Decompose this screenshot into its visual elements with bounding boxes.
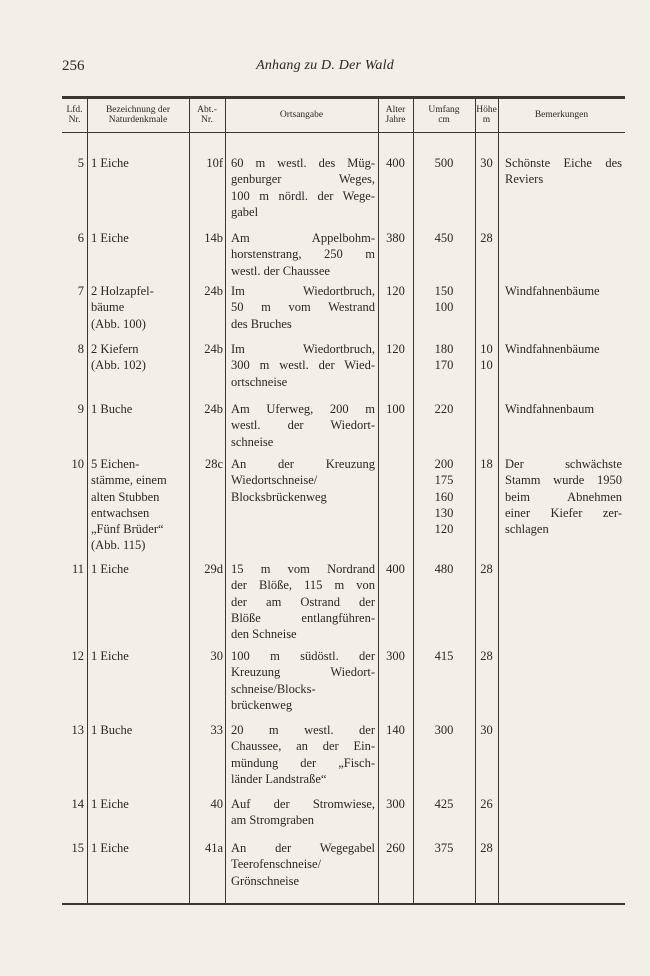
cell-nr: [63, 341, 84, 357]
cell-line: mündung der „Fisch-: [231, 755, 375, 770]
cell-line: 450: [434, 231, 454, 245]
cell-bez: [91, 401, 186, 417]
cell-line: bäume: [91, 300, 125, 315]
cell-hoehe: [476, 341, 497, 374]
cell-umfang: [414, 456, 474, 537]
cell-line: 26: [480, 797, 493, 811]
header-text: [476, 105, 497, 126]
column-rule: [498, 96, 499, 904]
cell-hoehe: [476, 796, 497, 812]
cell-bez: [91, 230, 186, 246]
cell-text: 6: [77, 231, 84, 245]
cell-text: 40: [210, 797, 223, 811]
cell-bez: [91, 840, 186, 856]
cell-text: 24b: [204, 284, 223, 298]
cell-bez: [91, 456, 186, 554]
cell-line: 220: [434, 402, 454, 416]
cell-bez: [91, 722, 186, 738]
header-text: [535, 110, 588, 121]
cell-ort: [231, 155, 375, 220]
cell-text: 100: [386, 402, 405, 416]
cell-alter: [379, 796, 412, 812]
cell-line: Schönste Eiche des: [505, 156, 622, 170]
cell-text: 260: [386, 841, 405, 855]
header-line: m: [482, 115, 491, 125]
running-head: Anhang zu D. Der Wald: [256, 58, 394, 73]
cell-line: westl. der Chaussee: [231, 263, 330, 278]
cell-bem: [505, 401, 622, 417]
cell-text: 41a: [204, 841, 223, 855]
cell-line: Im Wiedortbruch,: [231, 342, 375, 356]
cell-abt: [190, 155, 223, 171]
cell-line: „Fünf Brüder“: [91, 522, 164, 537]
cell-abt: [190, 341, 223, 357]
cell-hoehe: [476, 648, 497, 664]
cell-ort: [231, 796, 375, 829]
cell-umfang: [414, 401, 474, 417]
cell-line: 1 Eiche: [91, 797, 129, 811]
cell-line: ortschneise: [231, 374, 288, 389]
cell-text: 15: [71, 841, 84, 855]
cell-hoehe: [476, 840, 497, 856]
cell-line: An der Kreuzung: [231, 457, 375, 471]
cell-line: 100 m südöstl. der: [231, 649, 375, 663]
cell-line: 5 Eichen-: [91, 457, 140, 471]
cell-bez: [91, 341, 186, 374]
cell-bem: [505, 456, 622, 537]
cell-alter: [379, 722, 412, 738]
cell-line: 150: [434, 284, 454, 298]
header-line: Bemerkungen: [534, 109, 589, 120]
cell-line: (Abb. 102): [91, 358, 146, 373]
cell-umfang: [414, 840, 474, 856]
cell-text: 300: [386, 649, 405, 663]
cell-line: 300: [434, 723, 454, 737]
cell-bem: [505, 341, 622, 357]
cell-line: 175: [434, 473, 454, 488]
cell-alter: [379, 401, 412, 417]
header-line: Nr.: [68, 115, 81, 125]
cell-nr: [63, 456, 84, 472]
cell-line: 375: [434, 841, 454, 855]
cell-abt: [190, 456, 223, 472]
cell-nr: [63, 840, 84, 856]
cell-nr: [63, 283, 84, 299]
cell-bez: [91, 283, 186, 332]
cell-nr: [63, 230, 84, 246]
cell-line: schneise/Blocks-: [231, 681, 316, 696]
cell-line: 500: [434, 156, 454, 170]
table-rule: [62, 98, 625, 99]
cell-text: 380: [386, 231, 405, 245]
column-header-lfd-nr: [63, 100, 86, 130]
cell-nr: [63, 796, 84, 812]
naturdenkmale-table: [62, 96, 625, 904]
cell-alter: [379, 155, 412, 171]
cell-line: horstenstrang, 250 m: [231, 247, 375, 262]
cell-alter: [379, 230, 412, 246]
table-rule: [62, 132, 625, 133]
cell-line: Auf der Stromwiese,: [231, 797, 375, 811]
cell-line: 1 Eiche: [91, 156, 129, 170]
cell-alter: [379, 561, 412, 577]
page-number: 256: [62, 58, 85, 74]
cell-nr: [63, 561, 84, 577]
cell-line: 1 Eiche: [91, 841, 129, 855]
cell-line: 415: [434, 649, 454, 663]
cell-ort: [231, 230, 375, 279]
cell-line: 1 Buche: [91, 402, 133, 416]
cell-line: Reviers: [505, 172, 544, 187]
cell-text: 400: [386, 562, 405, 576]
cell-line: Windfahnenbaum: [505, 402, 595, 416]
cell-line: Am Uferweg, 200 m: [231, 402, 375, 416]
cell-text: 30: [210, 649, 223, 663]
cell-line: 2 Holzapfel-: [91, 284, 154, 298]
cell-line: 160: [434, 489, 454, 504]
cell-line: beim Abnehmen: [505, 489, 622, 504]
cell-abt: [190, 561, 223, 577]
column-rule: [189, 96, 190, 904]
header-line: Jahre: [385, 115, 406, 125]
cell-bez: [91, 561, 186, 577]
header-text: [66, 105, 82, 126]
cell-nr: [63, 401, 84, 417]
cell-umfang: [414, 722, 474, 738]
cell-nr: [63, 648, 84, 664]
cell-umfang: [414, 796, 474, 812]
cell-line: Wiedortschneise/: [231, 473, 318, 488]
cell-line: Windfahnenbäume: [505, 342, 600, 356]
cell-abt: [190, 648, 223, 664]
cell-text: 300: [386, 797, 405, 811]
header-text: [197, 105, 217, 126]
header-line: cm: [438, 115, 450, 125]
cell-abt: [190, 796, 223, 812]
header-line: Nr.: [201, 115, 213, 125]
header-line: Bezeichnung der: [105, 104, 171, 115]
cell-ort: [231, 840, 375, 889]
cell-alter: [379, 840, 412, 856]
cell-text: 12: [71, 649, 84, 663]
cell-abt: [190, 401, 223, 417]
cell-bem: [505, 283, 622, 299]
cell-text: 5: [77, 156, 84, 170]
header-line: Ortsangabe: [279, 109, 324, 120]
column-rule: [378, 96, 379, 904]
cell-line: entwachsen: [91, 505, 150, 520]
cell-line: einer Kiefer zer-: [505, 505, 622, 520]
cell-ort: [231, 722, 375, 787]
cell-line: 120: [434, 522, 454, 537]
cell-ort: [231, 456, 375, 505]
cell-line: 28: [480, 231, 493, 245]
column-header-bezeichnung: [88, 100, 188, 130]
cell-line: des Bruches: [231, 316, 292, 331]
cell-line: Stamm wurde 1950: [505, 473, 622, 488]
cell-text: 14: [71, 797, 84, 811]
cell-line: 200: [434, 457, 454, 471]
cell-line: 50 m vom Westrand: [231, 300, 375, 315]
cell-text: 120: [386, 342, 405, 356]
header-line: Abt.-: [197, 104, 217, 115]
column-header-ortsangabe: [226, 100, 377, 130]
cell-line: (Abb. 115): [91, 538, 146, 553]
column-header-abt-nr: [190, 100, 224, 130]
cell-alter: [379, 648, 412, 664]
cell-line: 170: [434, 358, 454, 373]
cell-text: 24b: [204, 342, 223, 356]
header-line: Naturdenkmale: [108, 115, 168, 125]
cell-abt: [190, 230, 223, 246]
cell-umfang: [414, 230, 474, 246]
cell-text: 28c: [204, 457, 223, 471]
cell-ort: [231, 341, 375, 390]
cell-line: 1 Buche: [91, 723, 133, 737]
header-line: Umfang: [428, 104, 460, 115]
header-text: [280, 110, 323, 121]
cell-umfang: [414, 283, 474, 316]
cell-umfang: [414, 561, 474, 577]
cell-text: 11: [71, 562, 84, 576]
cell-text: 7: [77, 284, 84, 298]
cell-ort: [231, 561, 375, 642]
cell-ort: [231, 283, 375, 332]
cell-line: 30: [480, 723, 493, 737]
cell-bez: [91, 796, 186, 812]
cell-line: 300 m westl. der Wied-: [231, 358, 375, 373]
column-rule: [87, 96, 88, 904]
cell-line: Am Appelbohm-: [231, 231, 375, 245]
cell-line: (Abb. 100): [91, 316, 146, 331]
cell-line: der Blöße, 115 m von: [231, 578, 375, 593]
cell-line: 1 Eiche: [91, 649, 129, 663]
column-rule: [225, 96, 226, 904]
cell-line: Im Wiedortbruch,: [231, 284, 375, 298]
cell-nr: [63, 155, 84, 171]
cell-line: westl. der Wiedort-: [231, 418, 375, 433]
cell-text: 8: [77, 342, 84, 356]
cell-text: 140: [386, 723, 405, 737]
cell-hoehe: [476, 456, 497, 472]
cell-umfang: [414, 155, 474, 171]
cell-line: 100 m nördl. der Wege-: [231, 188, 375, 203]
cell-line: 18: [480, 457, 493, 471]
cell-line: Blocksbrückenweg: [231, 489, 327, 504]
cell-nr: [63, 722, 84, 738]
cell-line: 28: [480, 841, 493, 855]
cell-text: 13: [71, 723, 84, 737]
cell-line: Der schwächste: [505, 457, 622, 471]
cell-line: 15 m vom Nordrand: [231, 562, 375, 576]
cell-line: 1 Eiche: [91, 562, 129, 576]
cell-text: 9: [77, 402, 84, 416]
cell-line: 425: [434, 797, 454, 811]
header-text: [428, 105, 459, 126]
header-line: Höhe: [476, 104, 497, 115]
cell-abt: [190, 283, 223, 299]
cell-line: 2 Kiefern: [91, 342, 139, 356]
header-text: [385, 105, 405, 126]
cell-line: 100: [434, 300, 454, 315]
cell-line: Grönschneise: [231, 873, 300, 888]
cell-line: 1 Eiche: [91, 231, 129, 245]
cell-line: 30: [480, 156, 493, 170]
cell-text: 10: [71, 457, 84, 471]
cell-hoehe: [476, 722, 497, 738]
column-header-hoehe: [476, 100, 497, 130]
cell-umfang: [414, 648, 474, 664]
cell-alter: [379, 283, 412, 299]
table-rule: [62, 903, 625, 905]
cell-line: 480: [434, 562, 454, 576]
cell-line: An der Wegegabel: [231, 841, 375, 855]
cell-hoehe: [476, 155, 497, 171]
cell-hoehe: [476, 561, 497, 577]
cell-alter: [379, 341, 412, 357]
cell-abt: [190, 840, 223, 856]
cell-bez: [91, 648, 186, 664]
cell-line: Blöße entlangführen-: [231, 610, 375, 625]
cell-ort: [231, 648, 375, 713]
cell-line: Teerofenschneise/: [231, 857, 322, 872]
cell-text: 400: [386, 156, 405, 170]
cell-line: 60 m westl. des Müg-: [231, 156, 375, 170]
header-line: Lfd.: [66, 104, 83, 115]
cell-line: 130: [434, 505, 454, 520]
cell-line: 10: [480, 342, 493, 356]
cell-line: 180: [434, 342, 454, 356]
cell-line: brückenweg: [231, 697, 293, 712]
cell-ort: [231, 401, 375, 450]
cell-umfang: [414, 341, 474, 374]
cell-line: 10: [480, 358, 493, 373]
cell-text: 33: [210, 723, 223, 737]
cell-line: gabel: [231, 204, 259, 219]
header-text: [106, 105, 170, 126]
cell-line: Windfahnenbäume: [505, 284, 600, 298]
cell-line: 28: [480, 649, 493, 663]
cell-line: der am Ostrand der: [231, 594, 375, 609]
cell-line: Kreuzung Wiedort-: [231, 665, 375, 680]
column-header-umfang: [414, 100, 474, 130]
cell-line: 20 m westl. der: [231, 723, 375, 737]
cell-line: länder Landstraße“: [231, 771, 327, 786]
cell-bem: [505, 155, 622, 188]
cell-text: 29d: [204, 562, 223, 576]
column-header-bemerkungen: [499, 100, 624, 130]
cell-line: den Schneise: [231, 627, 297, 642]
cell-line: genburger Weges,: [231, 172, 375, 187]
cell-line: Chaussee, an der Ein-: [231, 739, 375, 754]
cell-line: schneise: [231, 434, 274, 449]
cell-hoehe: [476, 230, 497, 246]
header-line: Alter: [385, 104, 406, 115]
cell-abt: [190, 722, 223, 738]
cell-text: 14b: [204, 231, 223, 245]
cell-text: 120: [386, 284, 405, 298]
column-rule: [475, 96, 476, 904]
cell-bez: [91, 155, 186, 171]
cell-text: 24b: [204, 402, 223, 416]
column-header-alter: [379, 100, 412, 130]
cell-line: am Stromgraben: [231, 813, 314, 828]
cell-line: 28: [480, 562, 493, 576]
cell-text: 10f: [206, 156, 223, 170]
cell-line: stämme, einem: [91, 473, 167, 488]
cell-line: schlagen: [505, 522, 549, 537]
cell-line: alten Stubben: [91, 489, 160, 504]
